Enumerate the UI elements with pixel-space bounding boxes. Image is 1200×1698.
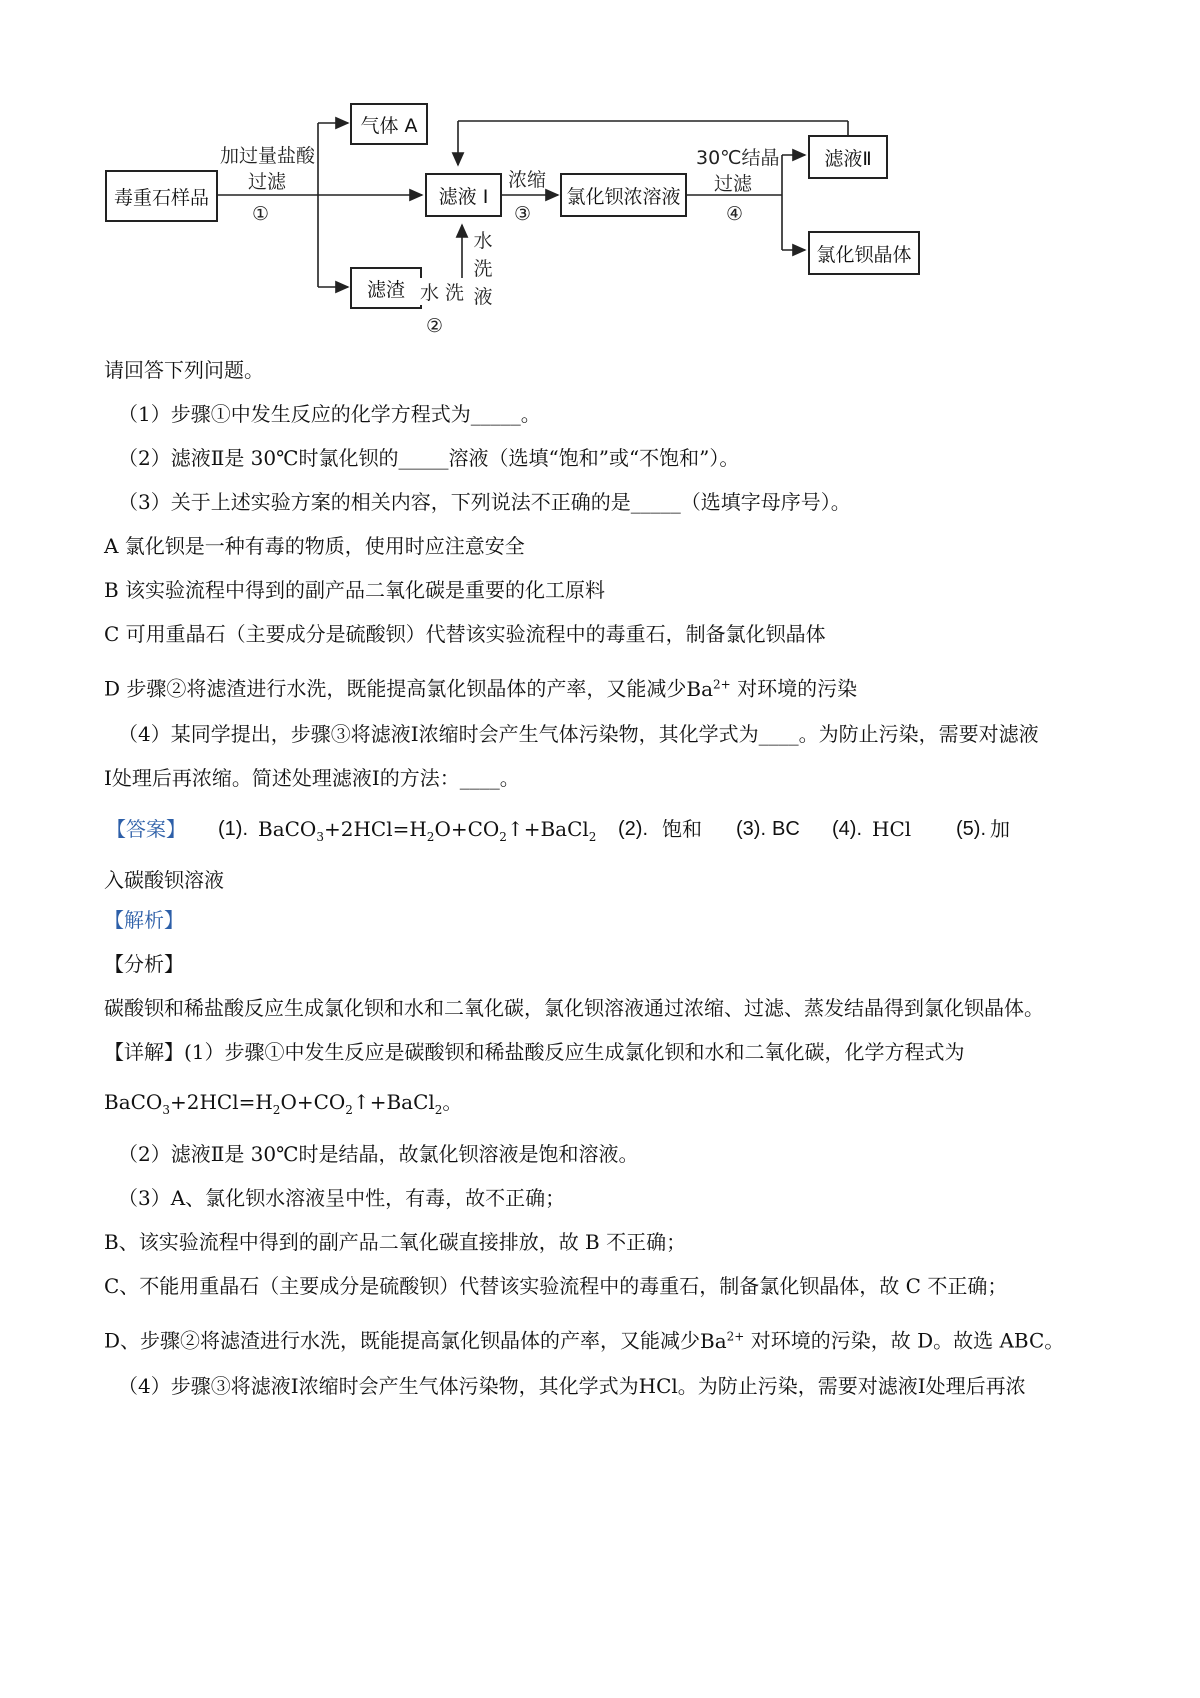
label-step2-num: ②	[426, 315, 444, 337]
detail-3d-tail: 对环境的污染，故 D。故选 ABC。	[744, 1328, 1065, 1353]
label-step4-bottom: 过滤	[714, 173, 753, 195]
ba-ion-formula: $Ba^{2+}$	[686, 676, 731, 701]
detail-1-end: 。	[442, 1090, 463, 1114]
box-residue: 滤渣	[350, 267, 422, 309]
option-b: B 该实验流程中得到的副产品二氧化碳是重要的化工原料	[104, 578, 606, 602]
question-2: （2）滤液Ⅱ是 30℃时氯化钡的_____溶液（选填“饱和”或“不饱和”）。	[118, 446, 740, 470]
detail-1-formula	[104, 1088, 462, 1124]
label-wash-liquid: 水洗液	[473, 230, 493, 308]
option-d-text: D 步骤②将滤渣进行水洗，既能提高氯化钡晶体的产率，又能减少	[104, 676, 687, 701]
label-wash: 水 洗	[418, 278, 466, 305]
label-step1-num: ①	[252, 203, 270, 225]
question-1: （1）步骤①中发生反应的化学方程式为_____。	[118, 402, 541, 426]
detail-1: 【详解】(1）步骤①中发生反应是碳酸钡和稀盐酸反应生成氯化钡和水和二氧化碳，化学方程式为	[104, 1040, 965, 1064]
process-flow-diagram	[100, 85, 1040, 375]
answer-1-num: (1).	[218, 818, 248, 840]
question-4-line1: （4）某同学提出，步骤③将滤液Ⅰ浓缩时会产生气体污染物，其化学式为____。为防止污染，需要对滤液	[118, 722, 1039, 746]
label-step4-top: 30℃结晶	[696, 147, 780, 169]
option-d	[104, 670, 857, 703]
detail-4	[118, 1372, 1026, 1400]
detail-2: （2）滤液Ⅱ是 30℃时是结晶，故氯化钡溶液是饱和溶液。	[118, 1142, 639, 1166]
detail-3a: （3）A、氯化钡水溶液呈中性，有毒，故不正确；	[118, 1186, 566, 1210]
answer-4-num: (4).	[832, 818, 862, 840]
answer-5-num: (5).	[956, 818, 986, 840]
answer-5-rest: 入碳酸钡溶液	[104, 868, 224, 892]
box-crystal: 氯化钡晶体	[808, 231, 920, 275]
detail-3d-text: D、步骤②将滤渣进行水洗，既能提高氯化钡晶体的产率，又能减少	[104, 1328, 701, 1353]
detail-3d	[104, 1322, 1064, 1355]
question-3: （3）关于上述实验方案的相关内容，下列说法不正确的是_____（选填字母序号）。	[118, 490, 851, 514]
label-step3-num: ③	[514, 203, 532, 225]
box-gasA: 气体 A	[350, 103, 428, 145]
answer-1-formula: $BaCO_3+2HCl=H_2O+CO_2↑+BaCl_2$	[258, 817, 597, 844]
label-step4-num: ④	[726, 203, 744, 225]
detail-3c: C、不能用重晶石（主要成分是硫酸钡）代替该实验流程中的毒重石，制备氯化钡晶体，故 C 不正确；	[104, 1274, 1008, 1298]
fenxi-heading: 【分析】	[104, 952, 184, 976]
analysis-text: 碳酸钡和稀盐酸反应生成氯化钡和水和二氧化碳，氯化钡溶液通过浓缩、过滤、蒸发结晶得到氯化钡晶体。	[104, 996, 1044, 1020]
label-concentrate: 浓缩	[508, 169, 547, 191]
option-d-tail: 对环境的污染	[730, 676, 858, 701]
detail-4-text: （4）步骤③将滤液Ⅰ浓缩时会产生气体污染物，其化学式为	[118, 1374, 639, 1398]
question-4-line2: Ⅰ处理后再浓缩。简述处理滤液Ⅰ的方法：____。	[104, 766, 520, 790]
jiexi-heading: 【解析】	[104, 908, 184, 932]
answer-2: 饱和	[662, 817, 702, 841]
answer-3-num: (3).	[736, 818, 766, 840]
answer-4: HCl	[872, 817, 912, 841]
box-filtrate1: 滤液 I	[425, 173, 502, 217]
flow-arrows	[100, 85, 1040, 375]
option-a: A 氯化钡是一种有毒的物质，使用时应注意安全	[104, 534, 525, 558]
detail-equation: $BaCO_3+2HCl=H_2O+CO_2↑+BaCl_2$	[104, 1090, 443, 1117]
answer-line	[106, 815, 1106, 843]
label-step1-bottom: 过滤	[248, 171, 287, 193]
box-filtrate2: 滤液Ⅱ	[808, 135, 888, 179]
option-c: C 可用重晶石（主要成分是硫酸钡）代替该实验流程中的毒重石，制备氯化钡晶体	[104, 622, 826, 646]
detail-4-tail: 。为防止污染，需要对滤液Ⅰ处理后再浓	[677, 1374, 1026, 1398]
box-bacl2-solution: 氯化钡浓溶液	[560, 173, 687, 217]
detail-3b: B、该实验流程中得到的副产品二氧化碳直接排放，故 B 不正确；	[104, 1230, 687, 1254]
detail-4-formula: HCl	[638, 1374, 678, 1398]
ba-ion-formula-2: $Ba^{2+}$	[700, 1328, 745, 1353]
answer-2-num: (2).	[618, 818, 648, 840]
answer-3: BC	[772, 818, 800, 840]
answer-tag: 【答案】	[106, 817, 186, 841]
answer-5-start: 加	[990, 817, 1010, 841]
label-step1-top: 加过量盐酸	[220, 145, 316, 167]
intro-text: 请回答下列问题。	[104, 358, 264, 382]
box-sample: 毒重石样品	[105, 170, 218, 222]
